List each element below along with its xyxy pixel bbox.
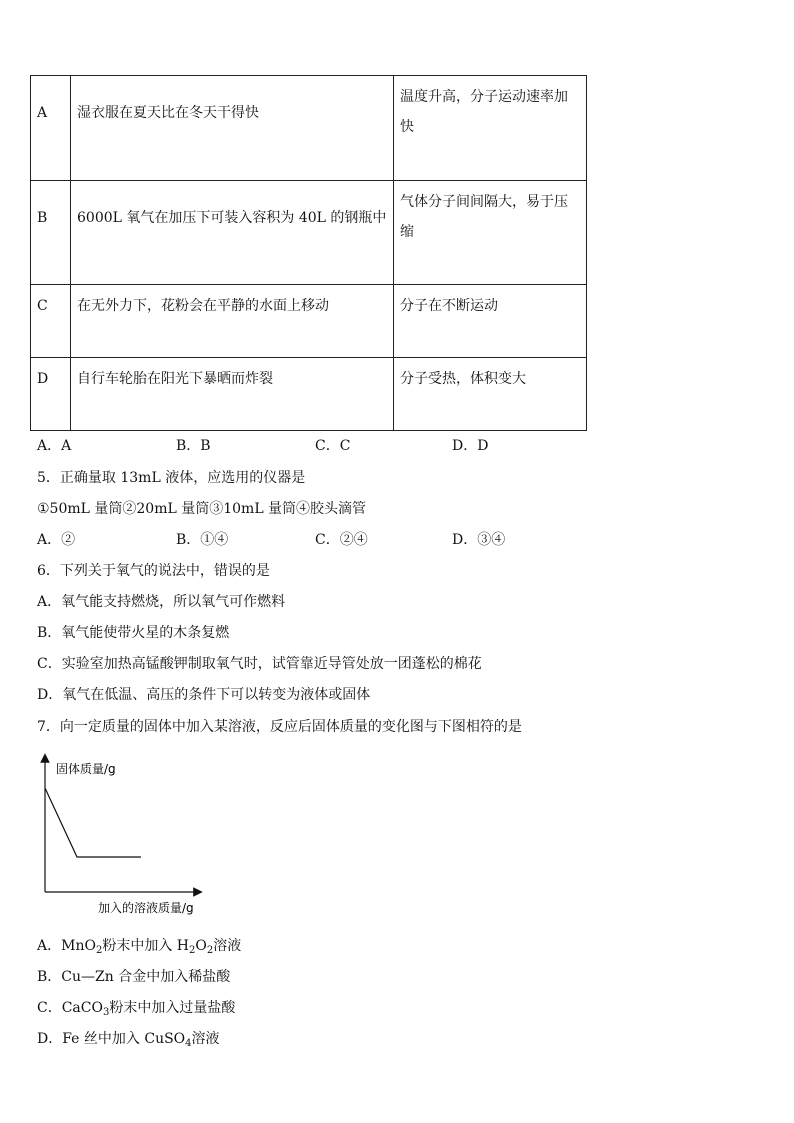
q5-option-c: C．②④ — [315, 532, 368, 548]
row-key: C — [37, 298, 48, 314]
row-key: B — [37, 210, 48, 226]
q4-table — [30, 75, 587, 431]
table-row — [31, 285, 587, 358]
q5-items: ①50mL 量筒②20mL 量筒③10mL 量筒④胶头滴管 — [37, 501, 367, 517]
row-phenomenon: 湿衣服在夏天比在冬天干得快 — [77, 105, 259, 121]
q5-option-b: B．①④ — [176, 532, 229, 548]
table-row — [31, 76, 587, 181]
q7-stem: 7．向一定质量的固体中加入某溶液，反应后固体质量的变化图与下图相符的是 — [37, 719, 522, 735]
q6-option-d: D．氧气在低温、高压的条件下可以转变为液体或固体 — [37, 687, 371, 703]
q4-option-c: C．C — [315, 438, 351, 454]
q7-option-c: C．CaCO$_3$粉末中加入过量盐酸 — [37, 1000, 236, 1018]
q6-option-b: B．氧气能使带火星的木条复燃 — [37, 625, 230, 641]
table-row — [31, 181, 587, 285]
table-row — [31, 358, 587, 431]
y-axis-label: 固体质量/g — [56, 762, 116, 776]
q4-option-d: D．D — [452, 438, 489, 454]
row-explanation: 分子受热，体积变大 — [400, 371, 526, 387]
q7-option-a: A．MnO$_2$粉末中加入 $H_2O_2$溶液 — [37, 938, 242, 956]
q5-option-a: A．② — [37, 532, 76, 548]
q6-option-c: C．实验室加热高锰酸钾制取氧气时，试管靠近导管处放一团蓬松的棉花 — [37, 656, 482, 672]
x-axis-label: 加入的溶液质量/g — [98, 901, 194, 915]
q7-option-d: D．Fe 丝中加入 CuSO$_4$溶液 — [37, 1031, 220, 1049]
q5-option-d: D．③④ — [452, 532, 506, 548]
q4-option-a: A．A — [37, 438, 72, 454]
row-explanation: 分子在不断运动 — [400, 298, 498, 314]
q4-option-b: B．B — [176, 438, 211, 454]
row-phenomenon: 自行车轮胎在阳光下暴晒而炸裂 — [77, 371, 273, 387]
row-key: A — [37, 105, 48, 121]
row-key: D — [37, 371, 49, 387]
row-explanation: 气体分子间间隔大，易于压缩 — [400, 194, 568, 240]
q7-chart — [30, 752, 220, 922]
q6-option-a: A．氧气能支持燃烧，所以氧气可作燃料 — [37, 594, 286, 610]
q6-stem: 6．下列关于氧气的说法中，错误的是 — [37, 563, 270, 579]
q7-option-b: B．Cu—Zn 合金中加入稀盐酸 — [37, 969, 231, 985]
row-phenomenon: 6000L 氧气在加压下可装入容积为 40L 的钢瓶中 — [77, 210, 387, 226]
row-phenomenon: 在无外力下，花粉会在平静的水面上移动 — [77, 298, 329, 314]
row-explanation: 温度升高，分子运动速率加快 — [400, 89, 568, 135]
series-line — [45, 788, 141, 857]
q5-stem: 5．正确量取 13mL 液体，应选用的仪器是 — [37, 470, 306, 486]
